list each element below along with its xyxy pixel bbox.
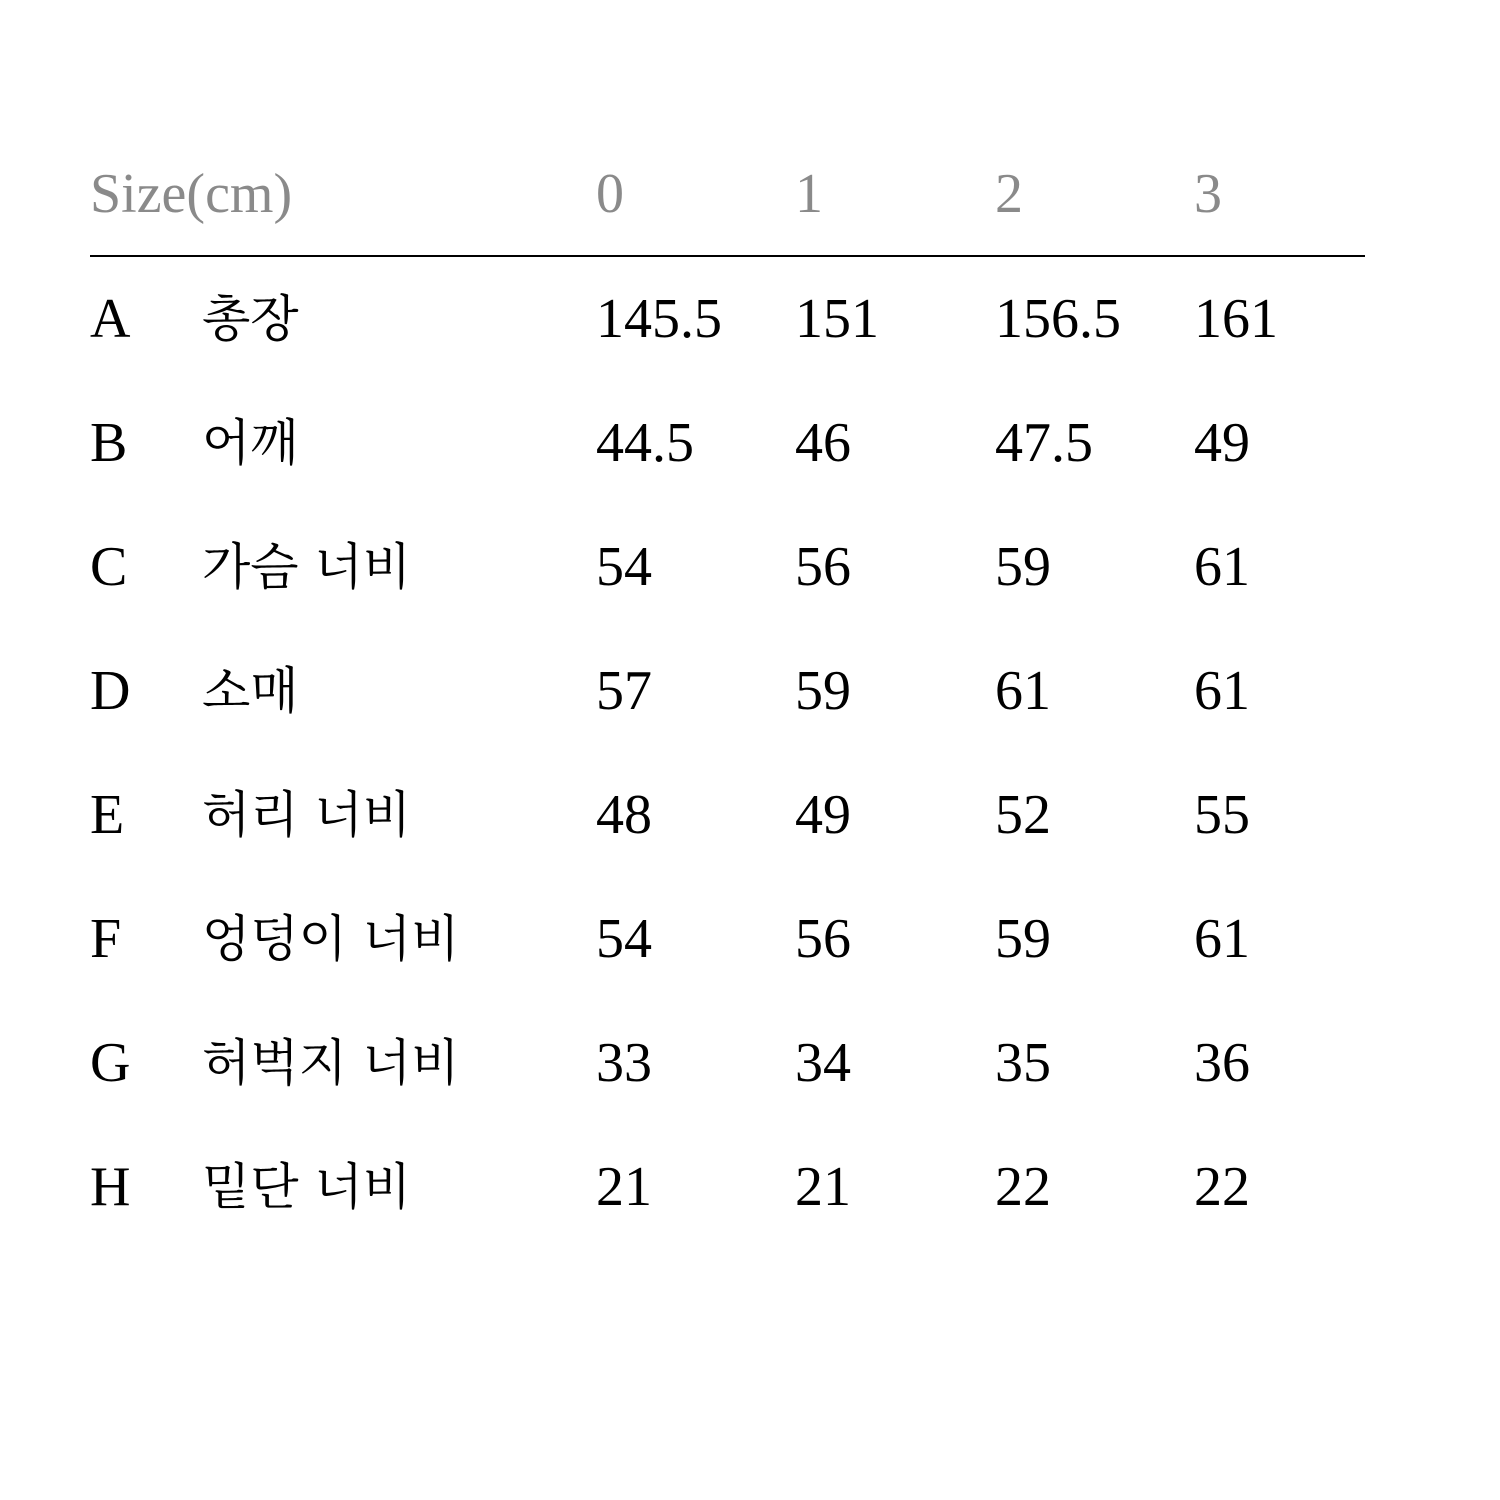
measurement-value: 156.5 [995, 288, 1121, 350]
measurement-value: 61 [1194, 536, 1250, 598]
table-row [90, 1027, 1365, 1151]
measurement-name: 밑단 너비 [202, 1158, 412, 1216]
table-row [90, 1151, 1365, 1275]
size-unit-label: Size(cm) [90, 163, 293, 225]
measurement-value: 56 [795, 908, 851, 970]
size-header-1: 1 [795, 163, 823, 225]
measurement-code: D [90, 660, 131, 722]
table-row [90, 779, 1365, 903]
size-header-2: 2 [995, 163, 1023, 225]
measurement-value: 61 [1194, 660, 1250, 722]
measurement-code: H [90, 1156, 131, 1218]
measurement-value: 33 [596, 1032, 652, 1094]
table-row [90, 903, 1365, 1027]
measurement-value: 35 [995, 1032, 1051, 1094]
measurement-name: 소매 [202, 662, 299, 720]
measurement-value: 21 [596, 1156, 652, 1218]
table-header-row [90, 158, 1365, 257]
size-chart-table [90, 158, 1365, 1275]
measurement-code: A [90, 288, 131, 350]
measurement-code: G [90, 1032, 131, 1094]
table-row [90, 283, 1365, 407]
measurement-value: 49 [795, 784, 851, 846]
measurement-value: 54 [596, 536, 652, 598]
measurement-value: 145.5 [596, 288, 722, 350]
measurement-value: 55 [1194, 784, 1250, 846]
measurement-name: 가슴 너비 [202, 538, 412, 596]
measurement-code: B [90, 412, 128, 474]
measurement-value: 21 [795, 1156, 851, 1218]
measurement-value: 52 [995, 784, 1051, 846]
measurement-value: 59 [995, 908, 1051, 970]
table-row [90, 531, 1365, 655]
measurement-value: 57 [596, 660, 652, 722]
measurement-value: 36 [1194, 1032, 1250, 1094]
measurement-value: 47.5 [995, 412, 1093, 474]
measurement-value: 46 [795, 412, 851, 474]
measurement-name: 허벅지 너비 [202, 1034, 460, 1092]
measurement-name: 허리 너비 [202, 786, 412, 844]
measurement-value: 22 [995, 1156, 1051, 1218]
table-body [90, 257, 1365, 1275]
size-header-3: 3 [1194, 163, 1222, 225]
measurement-value: 34 [795, 1032, 851, 1094]
measurement-name: 총장 [202, 290, 299, 348]
measurement-code: E [90, 784, 125, 846]
measurement-code: F [90, 908, 122, 970]
measurement-name: 어깨 [202, 414, 299, 472]
measurement-name: 엉덩이 너비 [202, 910, 460, 968]
measurement-value: 48 [596, 784, 652, 846]
measurement-value: 151 [795, 288, 879, 350]
measurement-code: C [90, 536, 128, 598]
measurement-value: 161 [1194, 288, 1278, 350]
table-row [90, 407, 1365, 531]
measurement-value: 59 [795, 660, 851, 722]
measurement-value: 22 [1194, 1156, 1250, 1218]
table-row [90, 655, 1365, 779]
measurement-value: 61 [995, 660, 1051, 722]
measurement-value: 59 [995, 536, 1051, 598]
measurement-value: 54 [596, 908, 652, 970]
measurement-value: 44.5 [596, 412, 694, 474]
size-header-0: 0 [596, 163, 624, 225]
measurement-value: 61 [1194, 908, 1250, 970]
measurement-value: 49 [1194, 412, 1250, 474]
measurement-value: 56 [795, 536, 851, 598]
